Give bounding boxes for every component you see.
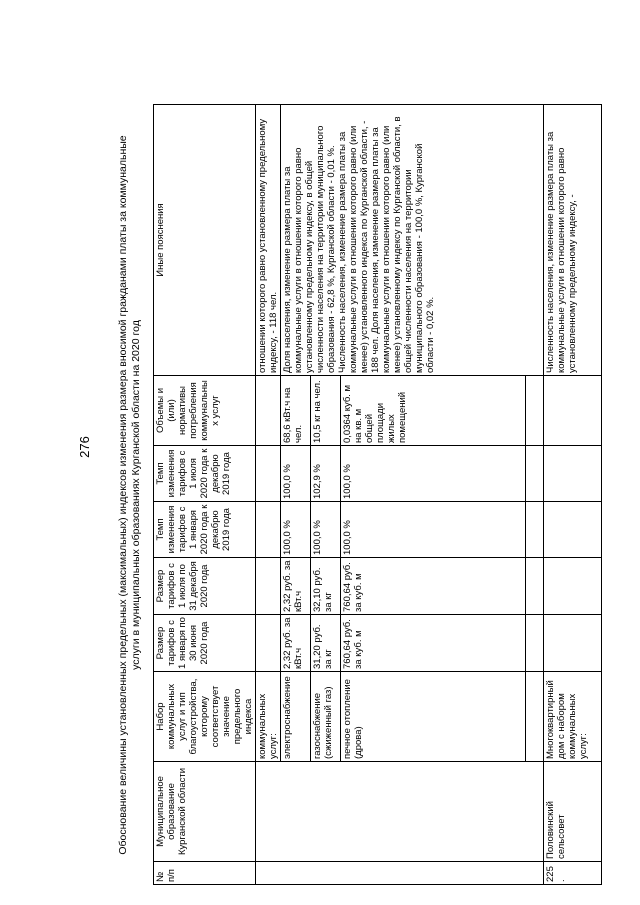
cell-services: газоснабжение (сжиженный газ) [311,672,341,762]
cell-num: 225. [544,862,602,885]
cell-notes: Доля населения, изменение размера платы за коммунальные услуги в отношении которого равно установленному предельному индексу, в общей численности населения на территории муниципального образования - 62,8 %, Курганской области - 0,01 %. Численность населения, изменение размера платы за коммунальные услуги в отношении которого равно (или менее) установленного индекса по Курганской области, - 188 чел. Доля населения, изменение размера платы за коммунальные услуги в отношении которого равно (или менее) установленному индексу по Курганской области, в общей численности населения на территории муниципального образования - 100,0 %, Курганской области - 0,02 %. [281,105,544,376]
cell-volume: 68,6 кВт.ч на чел. [281,376,311,446]
cell-tariff-jan [544,615,602,672]
cell-tariff-jul: 2,32 руб. за кВт.ч [281,558,311,615]
cell-rate-jul: 102,9 % [311,446,341,502]
cell-tariff-jan: 31,20 руб. за кг [311,615,341,672]
table-row [256,105,281,885]
cell-notes: отношении которого равно установленному предельному индексу, - 118 чел. [256,105,281,376]
cell-municipality: Половинский сельсовет [544,762,602,862]
cell-rate-jan [544,502,602,558]
tariff-table [153,104,602,885]
header-municipality: Муниципальное образование Курганской области [154,762,256,862]
table-row [544,105,602,885]
cell-tariff-jul: 32,10 руб. за кг [311,558,341,615]
cell-rate-jan [256,502,281,558]
cell-rate-jan: 100,0 % [341,502,526,558]
cell-notes: Численность населения, изменение размера платы за коммунальные услуги в отношении которого равно установленному предельному индексу, - [544,105,602,376]
table-title: Обоснование величины установленных предельных (максимальных) индексов изменения размера вносимой гражданами платы за коммунальные услуги в муниципальных образованиях Курганской области на 2020 год [117,135,142,855]
header-tariff-jan: Размер тарифов с 1 января по 30 июня 2020 года [154,615,256,672]
cell-services: Многоквартирный дом с набором коммунальных услуг: [544,672,602,762]
cell-volume [544,376,602,446]
cell-tariff-jan: 2,32 руб. за кВт.ч [281,615,311,672]
cell-services: печное отопление (дрова) [341,672,526,762]
cell-rate-jul [256,446,281,502]
header-row [154,105,256,885]
cell-tariff-jul [544,558,602,615]
cell-rate-jan: 100,0 % [311,502,341,558]
header-tariff-jul: Размер тарифов с 1 июля по 31 декабря 2020 года [154,558,256,615]
cell-services: электроснабжение [281,672,311,762]
cell-rate-jan [526,502,544,558]
cell-tariff-jul [256,558,281,615]
cell-tariff-jul: 760,64 руб. за куб. м [341,558,526,615]
cell-volume: 10,5 кг на чел. [311,376,341,446]
cell-num [256,862,544,885]
rotated-table-container [115,105,611,885]
cell-tariff-jul [526,558,544,615]
cell-rate-jul [544,446,602,502]
cell-volume [526,376,544,446]
header-num: № п/п [154,862,256,885]
cell-tariff-jan: 760,64 руб. за куб. м [341,615,526,672]
cell-rate-jul: 100,0 % [281,446,311,502]
cell-rate-jul [526,446,544,502]
cell-volume: 0,0364 куб. м на кв. м общей площади жилых помещений [341,376,526,446]
cell-rate-jan: 100,0 % [281,502,311,558]
header-notes: Иные пояснения [154,105,256,376]
header-volumes: Объемы и (или) нормативы потребления коммунальных услуг [154,376,256,446]
cell-services [526,672,544,762]
cell-municipality [256,762,544,862]
header-rate-jan: Темп изменения тарифов с 1 января 2020 года к декабрю 2019 года [154,502,256,558]
cell-rate-jul: 100,0 % [341,446,526,502]
page-number: 276 [76,436,92,458]
cell-volume [256,376,281,446]
header-services: Набор коммунальных услуг и тип благоустройства, которому соответствует значение предельного индекса [154,672,256,762]
cell-tariff-jan [526,615,544,672]
cell-tariff-jan [256,615,281,672]
header-rate-jul: Темп изменения тарифов с 1 июля 2020 года к декабрю 2019 года [154,446,256,502]
cell-services: коммунальных услуг: [256,672,281,762]
